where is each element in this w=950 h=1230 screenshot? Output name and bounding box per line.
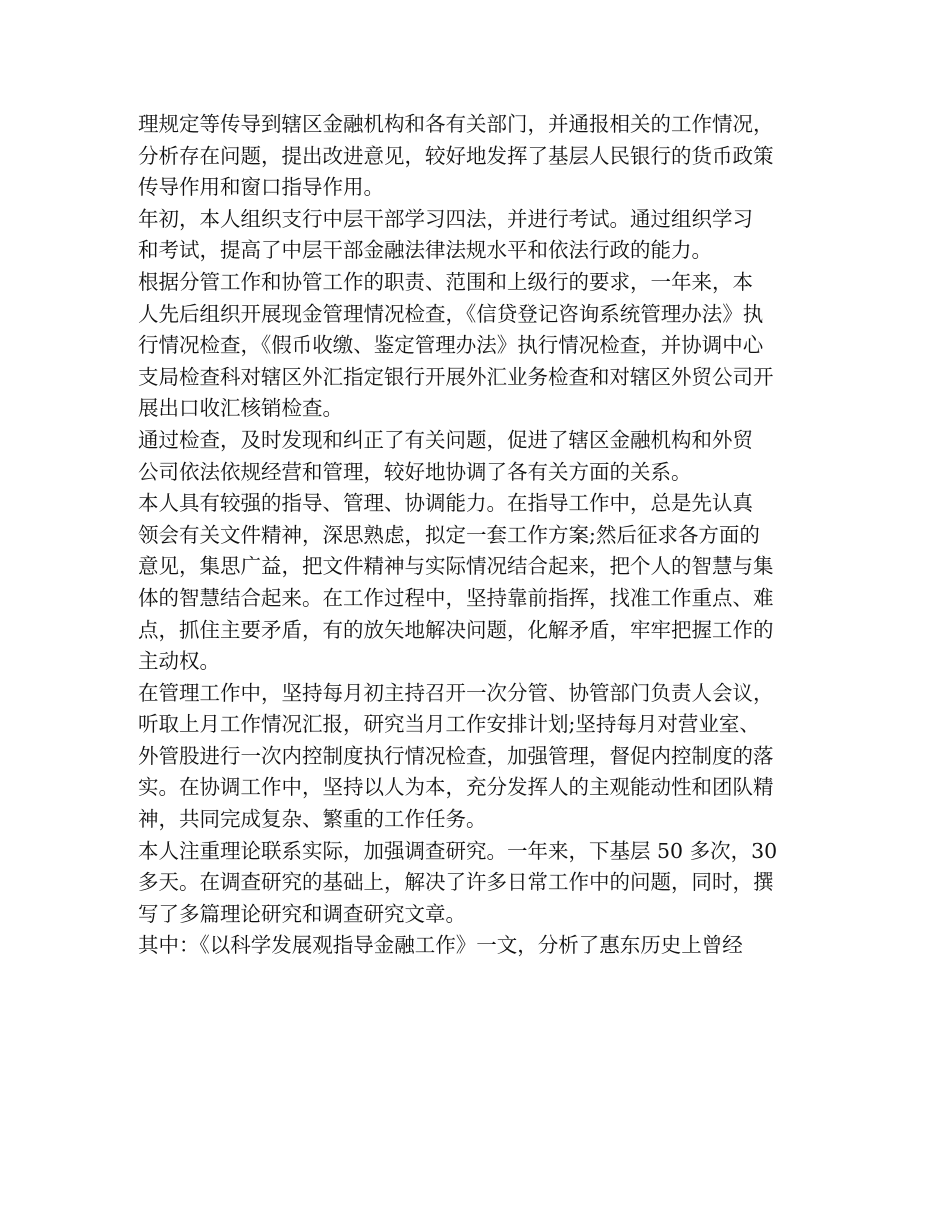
text-line: 行情况检查，《假币收缴、鉴定管理办法》执行情况检查，并协调中心 <box>138 333 764 358</box>
text-line: 分析存在问题，提出改进意见，较好地发挥了基层人民银行的货币政策 <box>138 143 774 168</box>
text-line: 实。在协调工作中，坚持以人为本，充分发挥人的主观能动性和团队精 <box>138 775 774 800</box>
text-line: 和考试，提高了中层干部金融法律法规水平和依法行政的能力。 <box>138 238 712 263</box>
text-line: 传导作用和窗口指导作用。 <box>138 175 384 200</box>
text-line: 年初，本人组织支行中层干部学习四法，并进行考试。通过组织学习 <box>138 206 753 231</box>
text-line: 体的智慧结合起来。在工作过程中，坚持靠前指挥，找准工作重点、难 <box>138 585 774 610</box>
text-line: 领会有关文件精神，深思熟虑，拟定一套工作方案;然后征求各方面的 <box>138 522 760 547</box>
text-line: 展出口收汇核销检查。 <box>138 396 343 421</box>
text-line: 理规定等传导到辖区金融机构和各有关部门，并通报相关的工作情况， <box>138 112 774 136</box>
text-line: 人先后组织开展现金管理情况检查，《信贷登记咨询系统管理办法》执 <box>138 301 764 326</box>
text-line: 在管理工作中，坚持每月初主持召开一次分管、协管部门负责人会议， <box>138 680 774 705</box>
text-line: 根据分管工作和协管工作的职责、范围和上级行的要求，一年来，本 <box>138 269 753 294</box>
text-line: 写了多篇理论研究和调查研究文章。 <box>138 901 466 926</box>
text-line: 点，抓住主要矛盾，有的放矢地解决问题，化解矛盾，牢牢把握工作的 <box>138 617 774 642</box>
text-line: 本人具有较强的指导、管理、协调能力。在指导工作中，总是先认真 <box>138 491 753 516</box>
text-line: 意见，集思广益，把文件精神与实际情况结合起来，把个人的智慧与集 <box>138 554 774 579</box>
text-line: 主动权。 <box>138 649 220 674</box>
text-line: 支局检查科对辖区外汇指定银行开展外汇业务检查和对辖区外贸公司开 <box>138 364 774 389</box>
text-line: 神，共同完成复杂、繁重的工作任务。 <box>138 807 487 832</box>
text-line: 本人注重理论联系实际，加强调查研究。一年来，下基层 50 多次，30 <box>138 838 778 863</box>
text-line: 其中：《以科学发展观指导金融工作》一文，分析了惠东历史上曾经 <box>138 933 743 958</box>
text-line: 多天。在调查研究的基础上，解决了许多日常工作中的问题，同时，撰 <box>138 870 774 895</box>
text-line: 外管股进行一次内控制度执行情况检查，加强管理，督促内控制度的落 <box>138 743 774 768</box>
text-line: 公司依法依规经营和管理，较好地协调了各有关方面的关系。 <box>138 459 692 484</box>
body-text <box>138 109 828 962</box>
text-line: 通过检查，及时发现和纠正了有关问题，促进了辖区金融机构和外贸 <box>138 427 753 452</box>
text-line: 听取上月工作情况汇报，研究当月工作安排计划;坚持每月对营业室、 <box>138 712 760 737</box>
